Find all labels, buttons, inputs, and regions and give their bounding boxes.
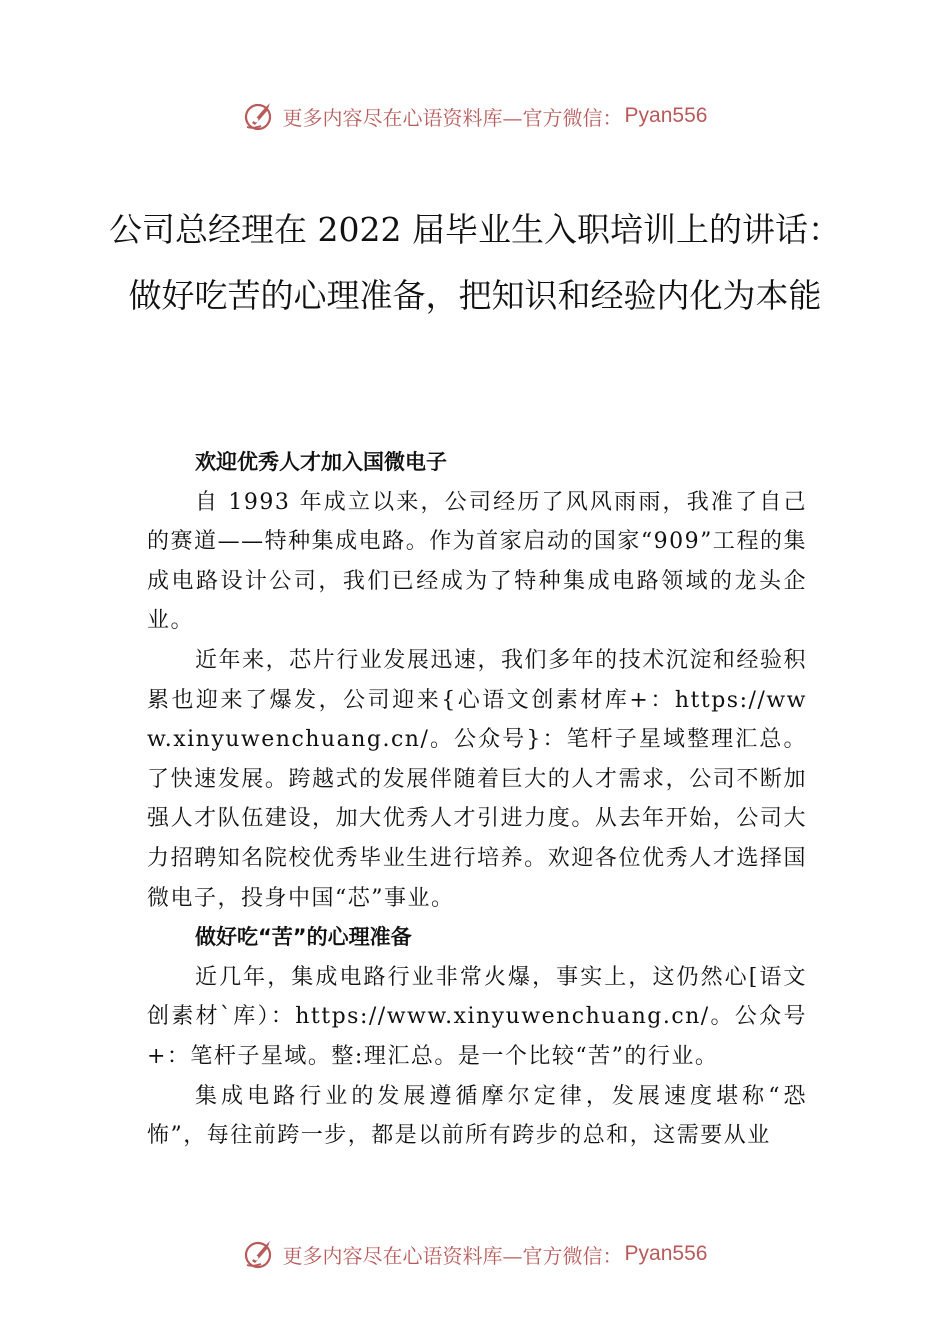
banner-wechat-id: Pyan556 xyxy=(624,1242,708,1265)
banner-text: 更多内容尽在心语资料库—官方微信： xyxy=(282,105,623,130)
paragraph: 近年来，芯片行业发展迅速，我们多年的技术沉淀和经验积累也迎来了爆发，公司迎来{心语文创素材库+：https://www.xinyuwenchuang.cn/。公众号}：笔杆子星域整理汇总。了快速发展。跨越式的发展伴随着巨大的人才需求，公司不断加强人才队伍建设，加大优秀人才引进力度。从去年开始，公司大力招聘知名院校优秀毕业生进行培养。欢迎各位优秀人才选择国微电子，投身中国“芯”事业。 xyxy=(147,647,807,911)
banner-text: 更多内容尽在心语资料库—官方微信： xyxy=(282,1243,623,1268)
paragraph: 集成电路行业的发展遵循摩尔定律，发展速度堪称“恐怖”，每往前跨一步，都是以前所有跨步的总和，这需要从业 xyxy=(147,1083,807,1149)
paragraph: 近几年，集成电路行业非常火爆，事实上，这仍然心[语文创素材`库）：https://www.xinyuwenchuang.cn/。公众号+：笔杆子星域。整:理汇总。是一个比较“苦”的行业。 xyxy=(147,964,807,1069)
section-heading: 欢迎优秀人才加入国微电子 xyxy=(195,450,447,474)
paragraph: 自 1993 年成立以来，公司经历了风风雨雨，我准了自己的赛道——特种集成电路。作为首家启动的国家“909”工程的集成电路设计公司，我们已经成为了特种集成电路领域的龙头企业。 xyxy=(147,489,807,634)
banner-wechat-id: Pyan556 xyxy=(624,104,708,127)
document-body xyxy=(147,443,807,1156)
document-title: 公司总经理在 2022 届毕业生入职培训上的讲话：做好吃苦的心理准备，把知识和经验内化为本能 xyxy=(109,210,841,315)
footer-banner xyxy=(0,1234,950,1274)
pen-nib-logo-icon xyxy=(243,1237,277,1271)
section-heading: 做好吃“苦”的心理准备 xyxy=(195,925,412,950)
pen-nib-logo-icon xyxy=(243,99,277,133)
header-banner xyxy=(0,96,950,136)
